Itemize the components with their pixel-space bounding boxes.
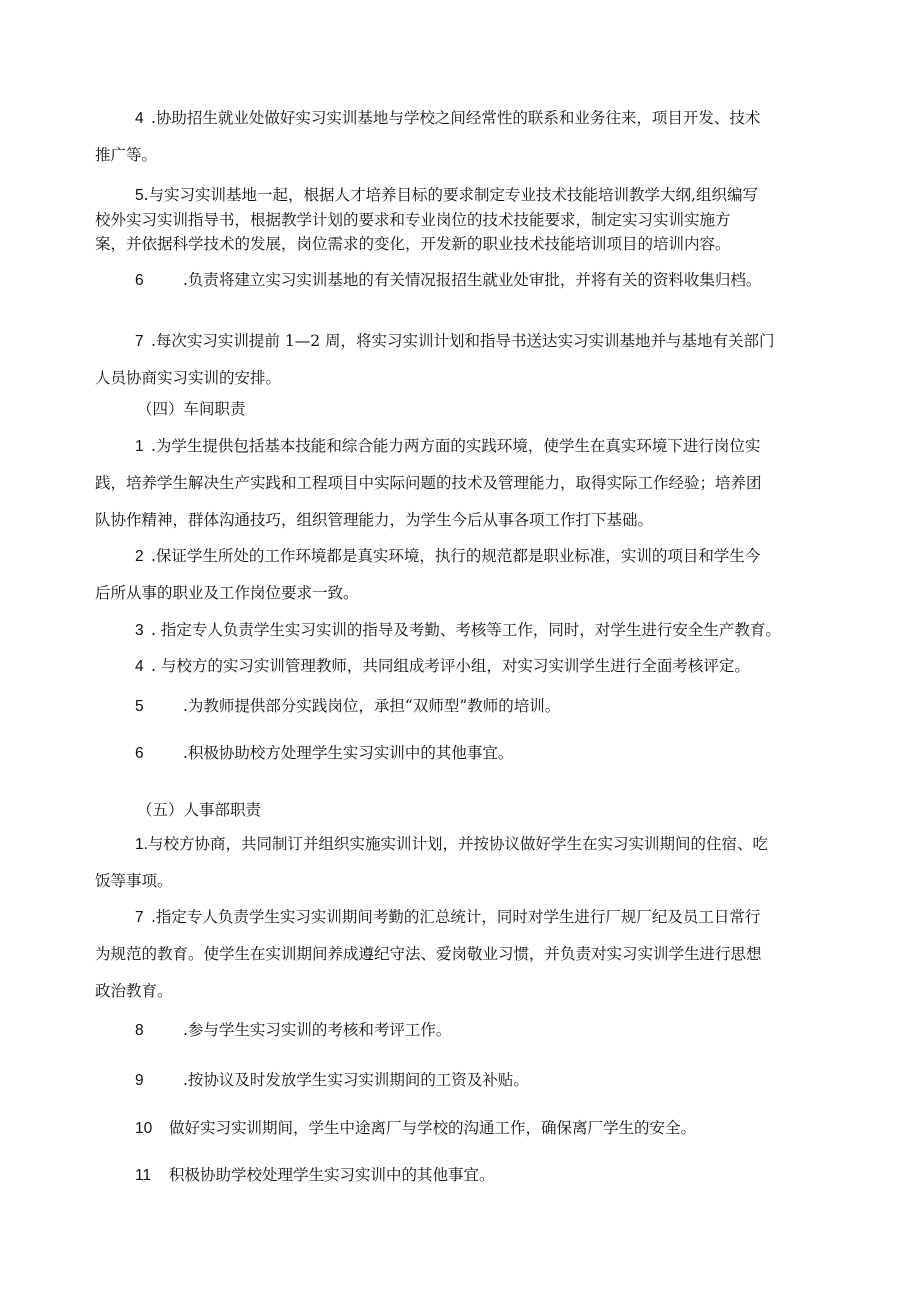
paragraph-text: 做好实习实训期间，学生中途离厂与学校的沟通工作，确保离厂学生的安全。 bbox=[169, 1119, 697, 1137]
paragraph-item-2 bbox=[95, 538, 830, 612]
paragraph-text: 推广等。 bbox=[95, 146, 158, 164]
paragraph-item-3 bbox=[95, 612, 830, 649]
item-number: 4 bbox=[135, 110, 144, 127]
item-number: 5 bbox=[135, 187, 144, 204]
paragraph-item-1c bbox=[95, 826, 830, 900]
item-number: 11 bbox=[135, 1167, 152, 1184]
paragraph-text: 案，并依据科学技术的发展，岗位需求的变化，开发新的职业技术技能培训项目的培训内容。 bbox=[95, 235, 731, 253]
item-number: 6 bbox=[135, 272, 144, 289]
paragraph-text: 队协作精神，群体沟通技巧，组织管理能力，为学生今后从事各项工作打下基础。 bbox=[95, 511, 654, 529]
paragraph-text: 校外实习实训指导书，根据教学计划的要求和专业岗位的技术技能要求，制定实习实训实施方 bbox=[95, 211, 731, 229]
section-heading-workshop: （四）车间职责 bbox=[137, 400, 246, 418]
item-number: 2 bbox=[135, 548, 144, 565]
paragraph-text: 饭等事项。 bbox=[95, 872, 173, 890]
item-number: 6 bbox=[135, 745, 144, 762]
paragraph-text: 人员协商实习实训的安排。 bbox=[95, 369, 282, 387]
paragraph-text: .积极协助校方处理学生实习实训中的其他事宜。 bbox=[183, 744, 514, 762]
paragraph-item-6 bbox=[95, 268, 830, 293]
paragraph-text: .参与学生实习实训的考核和考评工作。 bbox=[183, 1021, 452, 1039]
paragraph-item-5 bbox=[95, 183, 830, 256]
paragraph-text: 积极协助学校处理学生实习实训中的其他事宜。 bbox=[169, 1166, 495, 1184]
paragraph-item-11c bbox=[95, 1157, 830, 1194]
item-number: 7 bbox=[135, 909, 144, 926]
item-number: 8 bbox=[135, 1022, 144, 1039]
item-number: 5 bbox=[135, 698, 144, 715]
paragraph-item-4b bbox=[95, 648, 830, 685]
paragraph-text: .按协议及时发放学生实习实训期间的工资及补贴。 bbox=[183, 1071, 529, 1089]
paragraph-item-10c bbox=[95, 1110, 830, 1147]
item-number: 1. bbox=[135, 836, 148, 853]
paragraph-text: .每次实习实训提前 1—2 周，将实习实训计划和指导书送达实习实训基地并与基地有关部门 bbox=[151, 332, 775, 350]
paragraph-item-5b bbox=[95, 688, 830, 725]
paragraph-item-4 bbox=[95, 100, 830, 174]
item-number: 10 bbox=[135, 1120, 153, 1137]
paragraph-text: .为学生提供包括基本技能和综合能力两方面的实践环境，使学生在真实环境下进行岗位实 bbox=[151, 437, 761, 455]
paragraph-text: .协助招生就业处做好实习实训基地与学校之间经常性的联系和业务往来，项目开发、技术 bbox=[151, 109, 761, 127]
paragraph-item-1 bbox=[95, 428, 830, 539]
paragraph-item-8c bbox=[95, 1012, 830, 1049]
paragraph-text: 政治教育。 bbox=[95, 982, 173, 1000]
paragraph-text: 为规范的教育。使学生在实训期间养成遵纪守法、爱岗敬业习惯，并负责对实习实训学生进行思想 bbox=[95, 945, 762, 963]
paragraph-text: 与校方协商，共同制订并组织实施实训计划，并按协议做好学生在实习实训期间的住宿、吃 bbox=[147, 835, 768, 853]
paragraph-text: . 指定专人负责学生实习实训的指导及考勤、考核等工作，同时，对学生进行安全生产教育。 bbox=[151, 621, 781, 639]
paragraph-item-9c bbox=[95, 1062, 830, 1099]
item-number: 1 bbox=[135, 438, 144, 455]
paragraph-text: 践，培养学生解决生产实践和工程项目中实际问题的技术及管理能力，取得实际工作经验；培养团 bbox=[95, 474, 762, 492]
paragraph-text: 后所从事的职业及工作岗位要求一致。 bbox=[95, 584, 359, 602]
paragraph-item-6b bbox=[95, 735, 830, 772]
item-number: 9 bbox=[135, 1072, 144, 1089]
paragraph-text: .负责将建立实习实训基地的有关情况报招生就业处审批，并将有关的资料收集归档。 bbox=[183, 271, 762, 289]
paragraph-text: .与实习实训基地一起，根据人才培养目标的要求制定专业技术技能培训教学大纲,组织编写 bbox=[143, 186, 758, 204]
paragraph-text: .保证学生所处的工作环境都是真实环境，执行的规范都是职业标准，实训的项目和学生今 bbox=[151, 547, 761, 565]
item-number: 3 bbox=[135, 622, 144, 639]
paragraph-text: .为教师提供部分实践岗位，承担“双师型”教师的培训。 bbox=[183, 697, 561, 715]
section-heading-hr: （五）人事部职责 bbox=[137, 801, 262, 819]
item-number: 7 bbox=[135, 333, 144, 350]
paragraph-text: . 与校方的实习实训管理教师，共同组成考评小组，对实习实训学生进行全面考核评定。 bbox=[151, 657, 750, 675]
item-number: 4 bbox=[135, 658, 144, 675]
paragraph-item-7 bbox=[95, 323, 830, 397]
paragraph-text: .指定专人负责学生实习实训期间考勤的汇总统计，同时对学生进行厂规厂纪及员工日常行 bbox=[151, 908, 761, 926]
paragraph-item-7c bbox=[95, 899, 830, 1010]
